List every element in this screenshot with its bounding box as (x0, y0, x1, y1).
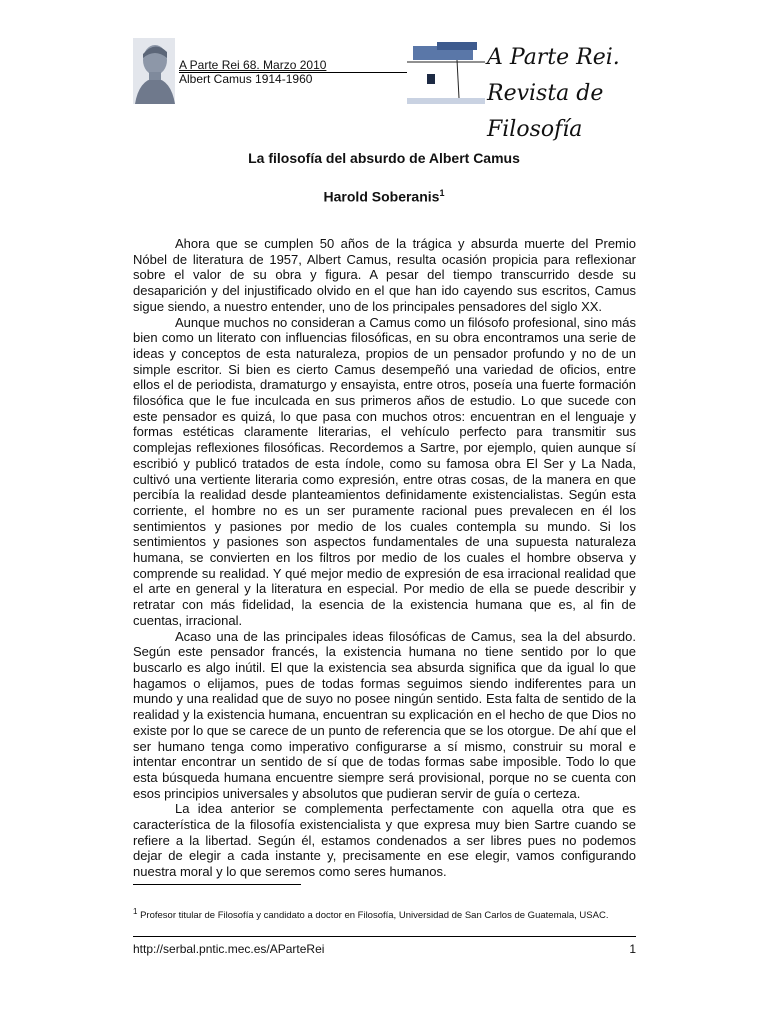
header-rule (179, 72, 407, 73)
page-number: 1 (629, 942, 636, 956)
paragraph-4: La idea anterior se complementa perfectamente con aquella otra que es característica de la filosofía existencialista y que expresa muy bien Sartre cuando se refiere a la libertad. Según él, estamos condenados a ser libres pues no podemos dejar de elegir a cada instante y, precisamente en ese elegir, vamos configurando nuestra moral y lo que seremos como seres humanos. (133, 801, 636, 880)
brand-line-2: Revista de Filosofía (487, 81, 604, 142)
journal-brand (487, 40, 673, 148)
footer-rule (133, 936, 636, 937)
camus-portrait-image (133, 38, 175, 104)
article-body (133, 236, 636, 880)
paragraph-2: Aunque muchos no consideran a Camus como un filósofo profesional, sino más bien como un literato con influencias filosóficas, en su obra encontramos una serie de ideas y conceptos de esta naturaleza, propios de un pensador profundo y no de un simple escritor. Si bien es cierto Camus desempeñó una variedad de oficios, entre ellos el de periodista, dramaturgo y ensayista, entre otros, poseía una fuerte formación filosófica que le fue inculcada en sus primeros años de estudio. Lo que sucede con este pensador es quizá, lo que pasa con muchos otros: encuentran en el lenguaje y formas estéticas claramente literarias, el vehículo perfecto para transmitir sus complejas reflexiones filosóficas. Recordemos a Sartre, por ejemplo, quien aunque sí escribió y publicó tratados de esta índole, como su famosa obra El Ser y La Nada, cultivó una vertiente literaria como expresión, entre otras cosas, de la manera en que percibía la realidad desde planteamientos definidamente existencialistas. Según esta corriente, el hombre no es un ser puramente racional pues prevalecen en él los sentimientos y pasiones por medio de los cuales contempla su mundo. Si los sentimientos y pasiones son aspectos fundamentales de una supuesta naturaleza humana, se convierten en los filtros por medio de los cuales el hombre observa y comprende su realidad. Y qué mejor medio de expresión de esa irracional realidad que el arte en general y la literatura en especial. Por medio de ella se puede describir y retratar con más fidelidad, la esencia de la existencia humana que es, al fin de cuentas, irracional. (133, 314, 636, 628)
issue-line: A Parte Rei 68. Marzo 2010 (179, 58, 327, 72)
author-footnote-mark: 1 (439, 188, 445, 198)
footnote-text: Profesor titular de Filosofía y candidato a doctor en Filosofía, Universidad de San Carlos de Guatemala, USAC. (140, 910, 609, 922)
footnote-mark: 1 (133, 907, 138, 916)
paragraph-1: Ahora que se cumplen 50 años de la trágica y absurda muerte del Premio Nóbel de literatura de 1957, Albert Camus, resulta ocasión propicia para reflexionar sobre el valor de su obra y figura. A pesar del tiempo transcurrido desde su desaparición y del injustificado olvido en el que han ido cayendo sus escritos, Camus sigue siendo, a nuestro entender, uno de los principales pensadores del siglo XX. (133, 236, 636, 314)
subject-line: Albert Camus 1914-1960 (179, 72, 313, 86)
author-name: Harold Soberanis (323, 188, 440, 205)
article-author (0, 188, 768, 205)
article-title: La filosofía del absurdo de Albert Camus (248, 150, 520, 166)
footnote (133, 906, 653, 922)
journal-logo (407, 38, 485, 104)
journal-header (133, 38, 673, 142)
footer-url[interactable]: http://serbal.pntic.mec.es/AParteRei (133, 942, 325, 956)
footnote-rule (133, 884, 301, 885)
brand-line-1: A Parte Rei. (487, 45, 620, 70)
paragraph-3: Acaso una de las principales ideas filosóficas de Camus, sea la del absurdo. Según este pensador francés, la existencia humana no tiene sentido por lo que buscarlo es algo inútil. El que la existencia sea absurda significa que da igual lo que hagamos o elijamos, pues de todas formas seguimos siendo indiferentes para un mundo y una realidad que de suyo no posee ningún sentido. Esta falta de sentido de la realidad y la existencia humana, encuentran su explicación en el hecho de que Dios no existe por lo que se carece de un punto de referencia que se los otorgue. De ahí que el ser humano tenga como imperativo configurarse a sí mismo, construir su moral e intentar encontrar un sentido de sí que de todas formas sabe imposible. Todo lo que esta búsqueda humana encuentre siempre será provisional, porque no se cuenta con esos principios universales y absolutos que pudieran servir de guía o certeza. (133, 628, 636, 801)
